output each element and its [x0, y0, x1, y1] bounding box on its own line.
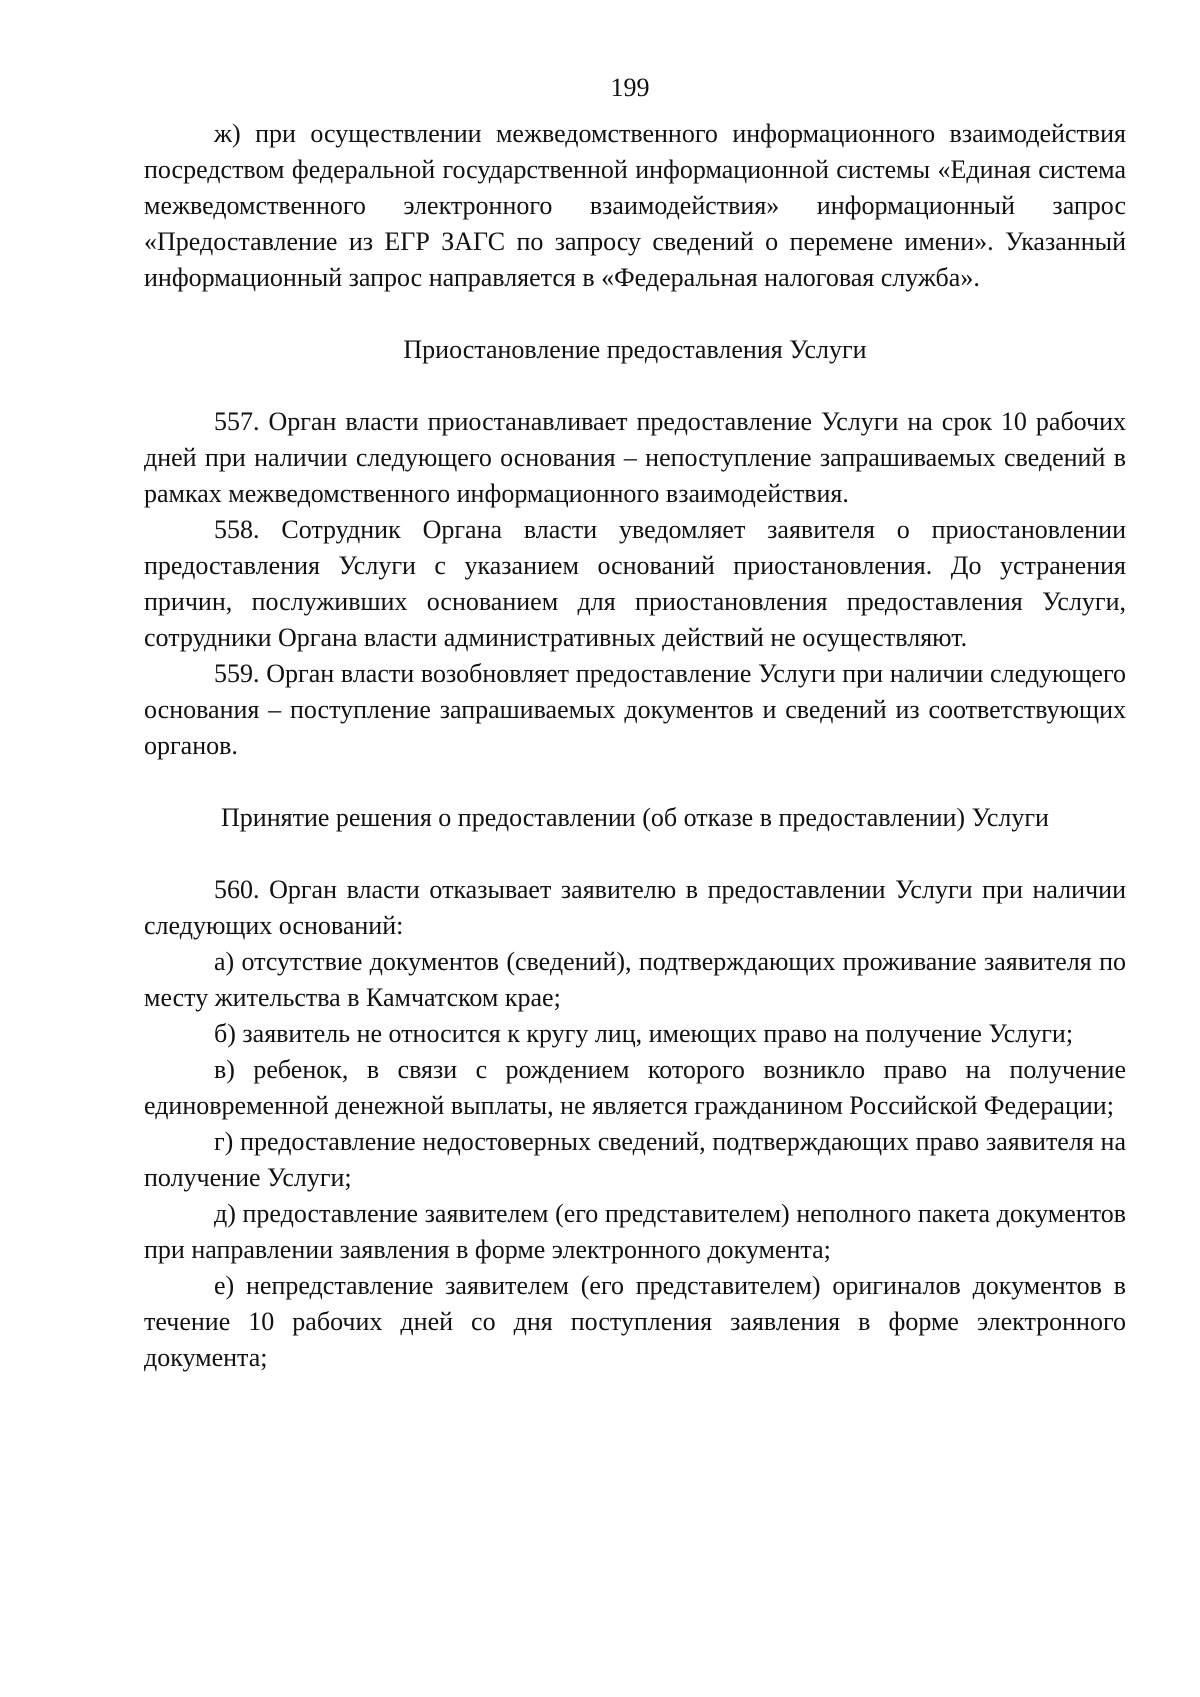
section-heading-decision: Принятие решения о предоставлении (об отказе в предоставлении) Услуги	[221, 803, 1049, 832]
list-item-b: б) заявитель не относится к кругу лиц, имеющих право на получение Услуги;	[214, 1019, 1074, 1048]
list-item-v: в) ребенок, в связи с рождением которого возникло право на получение единовременной денежной выплаты, не является гражданином Российской Федерации;	[144, 1055, 1126, 1120]
paragraph-557: 557. Орган власти приостанавливает предоставление Услуги на срок 10 рабочих дней при наличии следующего основания – непоступление запрашиваемых сведений в рамках межведомственного информационного взаимодействия.	[144, 407, 1126, 508]
list-item-a: а) отсутствие документов (сведений), подтверждающих проживание заявителя по месту жительства в Камчатском крае;	[144, 947, 1126, 1012]
list-item-e: е) непредставление заявителем (его представителем) оригиналов документов в течение 10 рабочих дней со дня поступления заявления в форме электронного документа;	[144, 1271, 1126, 1372]
paragraph-zh-smev-request: ж) при осуществлении межведомственного информационного взаимодействия посредством федеральной государственной информационной системы «Единая система межведомственного электронного взаимодействия» информационный запрос «Предоставление из ЕГР ЗАГС по запросу сведений о перемене имени». Указанный информационный запрос направляется в «Федеральная налоговая служба».	[144, 119, 1126, 292]
section-heading-suspension: Приостановление предоставления Услуги	[403, 335, 867, 364]
paragraph-558: 558. Сотрудник Органа власти уведомляет заявителя о приостановлении предоставления Услуги с указанием оснований приостановления. До устранения причин, послуживших основанием для приостановления предоставления Услуги, сотрудники Органа власти административных действий не осуществляют.	[144, 515, 1126, 652]
list-item-g: г) предоставление недостоверных сведений, подтверждающих право заявителя на получение Услуги;	[144, 1127, 1126, 1192]
list-item-d: д) предоставление заявителем (его представителем) неполного пакета документов при направлении заявления в форме электронного документа;	[144, 1199, 1126, 1264]
page-number: 199	[610, 73, 650, 102]
paragraph-559: 559. Орган власти возобновляет предоставление Услуги при наличии следующего основания – поступление запрашиваемых документов и сведений из соответствующих органов.	[144, 659, 1126, 760]
paragraph-560: 560. Орган власти отказывает заявителю в предоставлении Услуги при наличии следующих оснований:	[144, 875, 1126, 940]
document-body	[144, 116, 1126, 1376]
